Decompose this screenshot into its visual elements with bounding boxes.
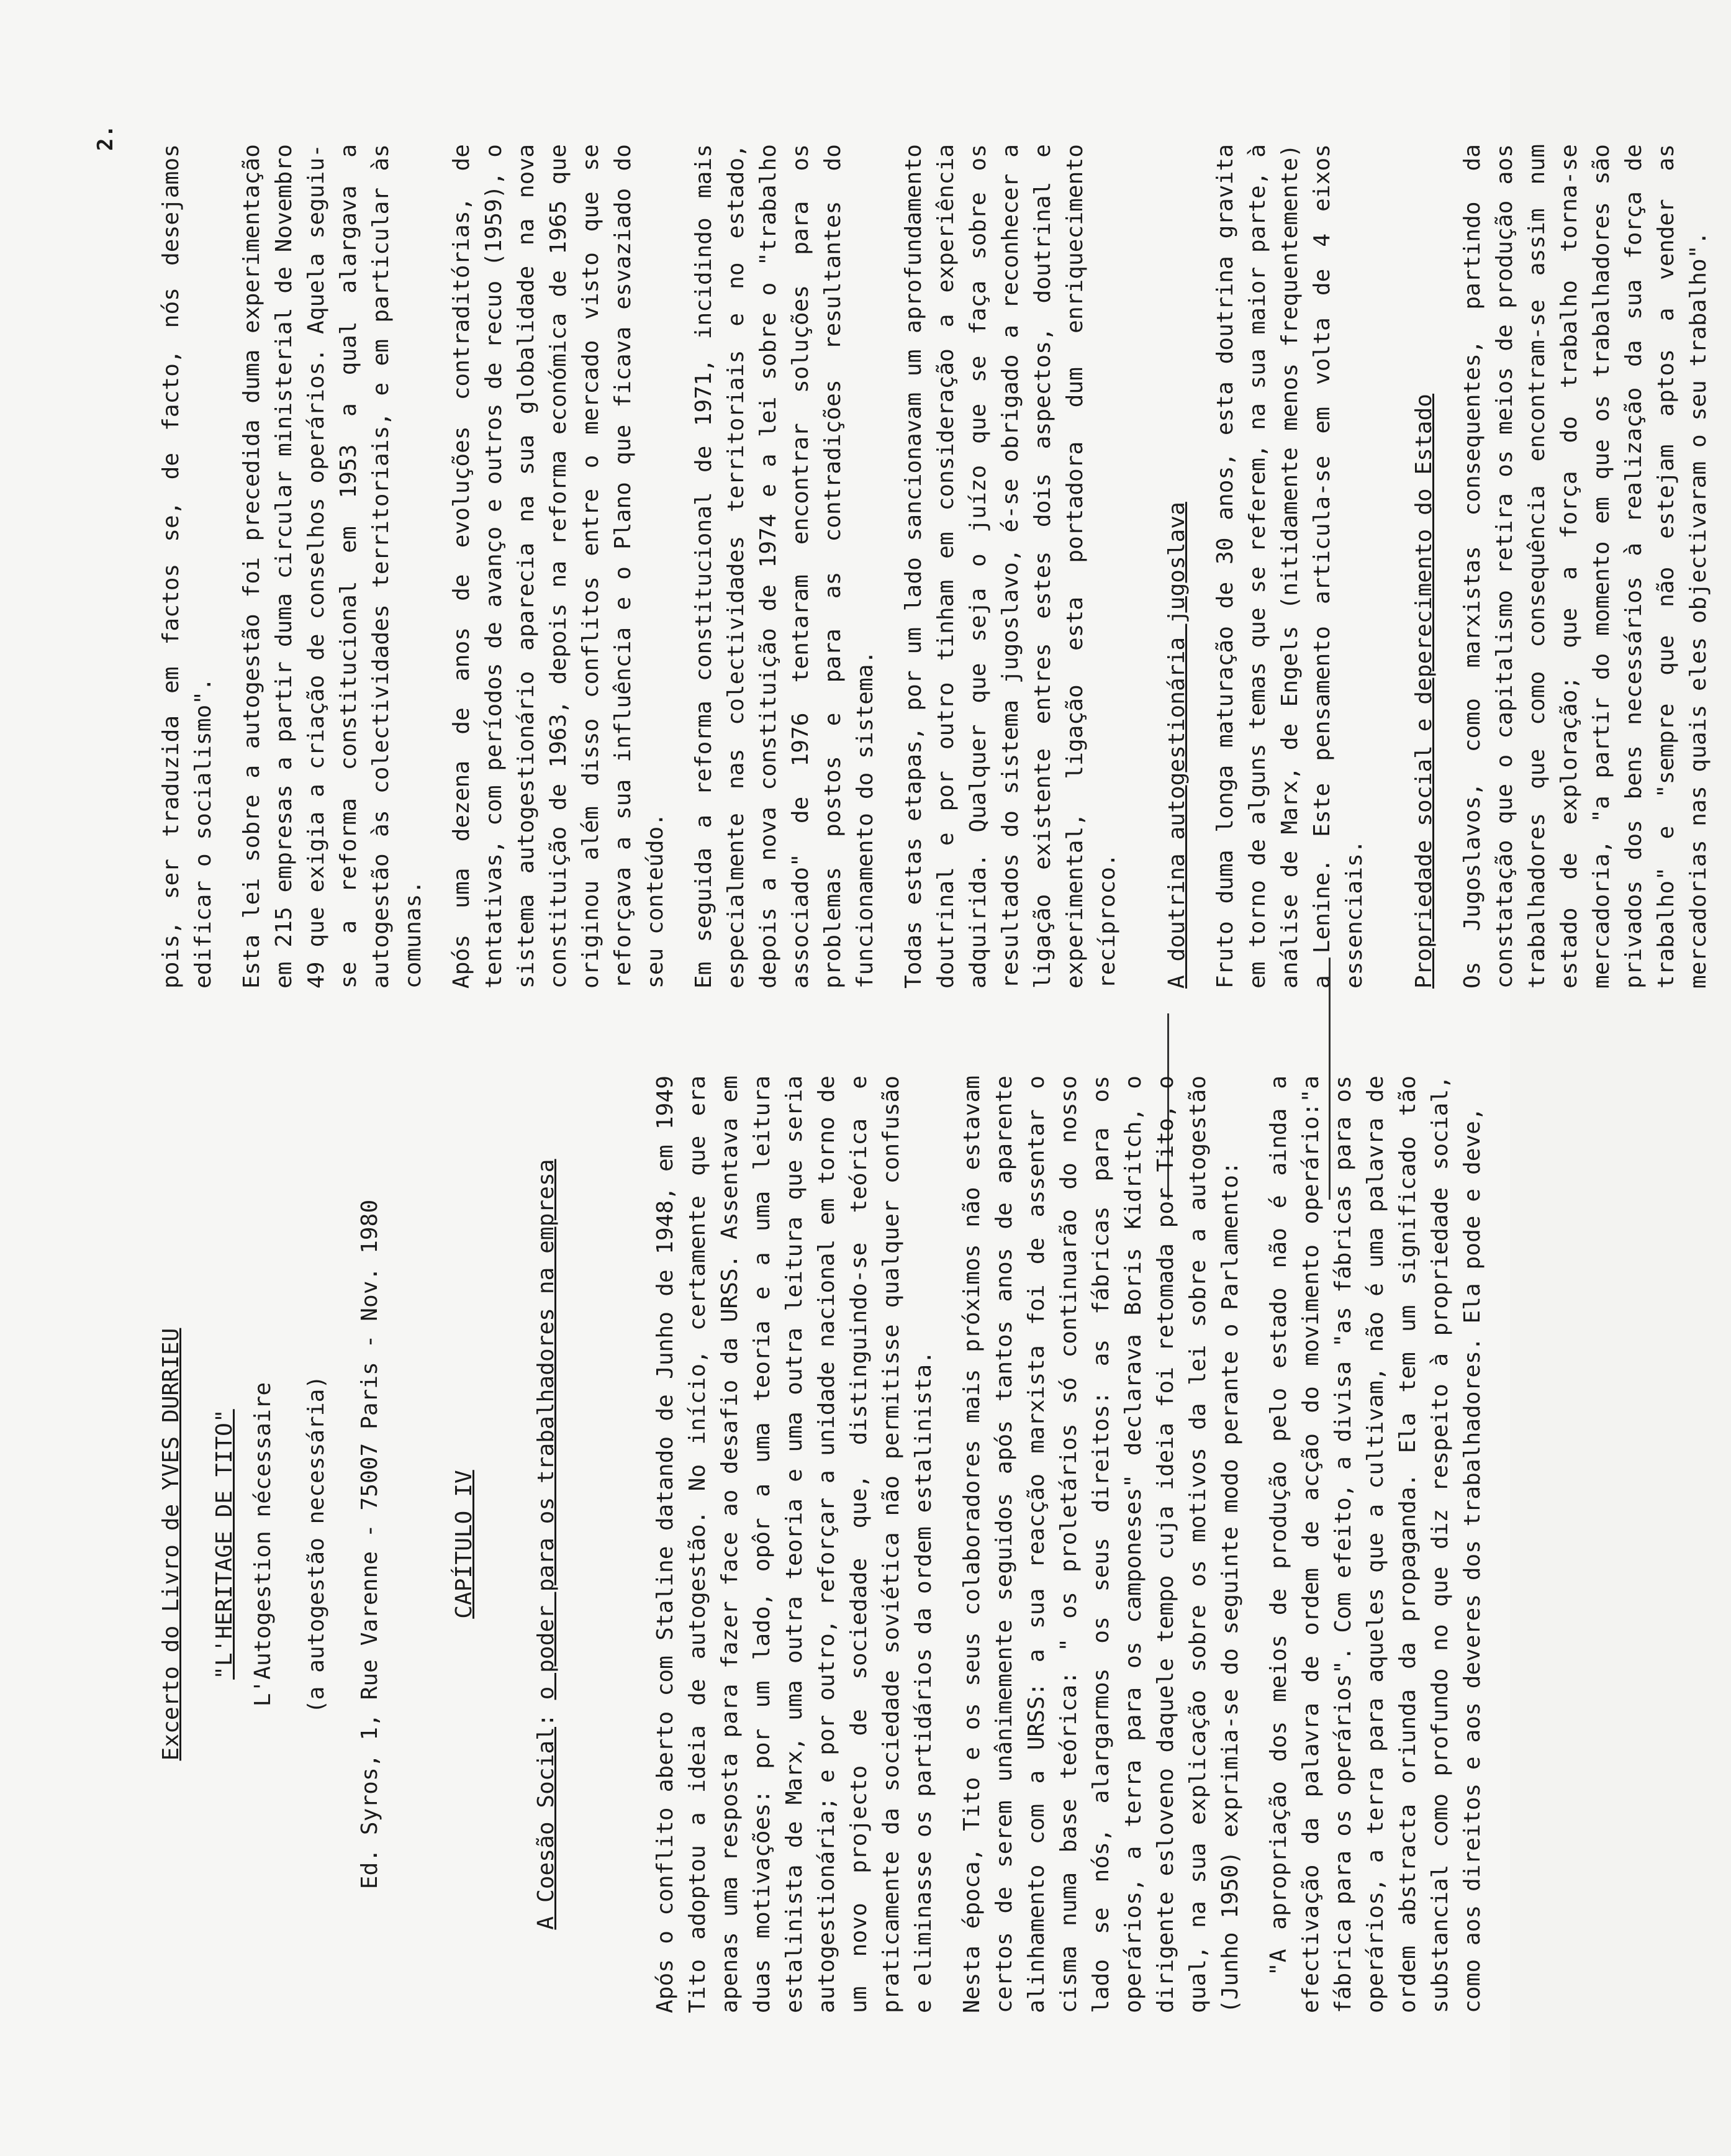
book-title: "L'HERITAGE DE TITO" xyxy=(212,1409,237,1680)
property-paragraph: Os Jugoslavos, como marxistas consequentes, partindo da constatação que o capitalismo retira os meios de produção aos trabalhadores que como consequência encontram-se assim num estado de exploração; que a força do trabalho torna-se mercadoria, "a partir do momento em que os trabalhadores são privados dos bens necessários à realização da sua força de trabalho" e "sempre que não estejam aptos a vender as mercadorias nas quais eles objectivaram o seu trabalho". xyxy=(1460,144,1711,989)
right-paragraph-5: Todas estas etapas, por um lado sancionavam um aprofundamento doutrinal e por outro tinham em consideração a experiência adquirida. Qualquer que seja o juízo que se faça sobre os resultados do sistema jugoslavo, é-se obrigado a reconhecer a ligação existente entres estes dois aspectos, doutrinal e experimental, ligação esta portadora dum enriquecimento recíproco. xyxy=(901,144,1120,989)
front-matter xyxy=(155,1076,386,2013)
subtitle-translation: (a autogestão necessária) xyxy=(304,1375,329,1714)
left-paragraph-1: Após o conflito aberto com Staline datando de Junho de 1948, em 1949 Tito adoptou a ideia de autogestão. No início, certamente que era apenas uma resposta para fazer face ao desafio da URSS. Assentava em duas motivações: por um lado, opôr a uma teoria e a uma leitura estalinista de Marx, uma outra teoria e uma outra leitura que seria autogestionária; e por outro, reforçar a unidade nacional em torno de um novo projecto de sociedade que, distinguindo-se teórica e praticamente da sociedade soviética não permitisse qualquer confusão e eliminasse os partidários da ordem estalinista. xyxy=(653,1076,936,2013)
property-heading: Propriedade social e deperecimento do Estado xyxy=(1411,393,1437,989)
right-paragraph-2: Esta lei sobre a autogestão foi precedida duma experimentação em 215 empresas a partir duma circular ministerial de Novembro 49 que exigia a criação de conselhos operários. Aquela seguiu-se a reforma constitucional em 1953 a qual alargava a autogestão às colectividades territoriais, e em particular às comunas. xyxy=(239,144,426,989)
right-paragraph-4: Em seguida a reforma constitucional de 1971, incidindo mais especialmente nas colectividades territoriais e no estado, depois a nova constituição de 1974 e a lei sobre o "trabalho associado" de 1976 tentaram encontrar soluções para os problemas postos e para as contradições resultantes do funcionamento do sistema. xyxy=(691,144,878,989)
chapter-heading: CAPÍTULO IV xyxy=(451,1470,477,1619)
excerpt-line: Excerto do Livro de YVES DURRIEU xyxy=(158,1328,184,1761)
section-title-part-a: A Coesão Social xyxy=(533,1726,559,1930)
left-paragraph-2: Nesta época, Tito e os seus colaboradores mais próximos não estavam certos de serem unânimemente seguidos após tantos anos de aparente alinhamento com a URSS: a sua reacção marxista foi de assentar o cisma numa base teórica: " os proletários só continuarão do nosso lado se nós, alargarmos os seus direitos: as fábricas para os operários, a terra para os camponeses" declarava Boris Kidritch, o dirigente esloveno daquele tempo cuja ideia foi retomada por Tito, o qual, na sua explicação sobre os motivos da lei sobre a autogestão (Junho 1950) exprimia-se do seguinte modo perante o Parlamento: xyxy=(959,1076,1243,2013)
section-title xyxy=(530,1076,563,2013)
publisher-line: Ed. Syros, 1, Rue Varenne - 75007 Paris - Nov. 1980 xyxy=(357,1199,382,1890)
left-paragraph-quote: "A apropriação dos meios de produção pelo estado não é ainda a efectivação da palavra de ordem de acção do movimento operário:"a fábrica para os operários". Com efeito, a divisa "as fábricas para os operários, a terra para aqueles que a cultivam, não é uma palavra de ordem abstracta oriunda da propaganda. Ela tem um significado tão substancial como profundo no que diz respeito à propriedade social, como aos direitos e aos deveres dos trabalhadores. Ela pode e deve, xyxy=(1266,1076,1485,2013)
right-paragraph-1: pois, ser traduzida em factos se, de facto, nós desejamos edificar o socialismo". xyxy=(158,144,216,989)
doctrine-heading: A doutrina autogestionária jugoslava xyxy=(1164,502,1190,989)
right-column xyxy=(155,144,1731,989)
section-title-separator: : xyxy=(533,1700,559,1727)
page-number: 2. xyxy=(93,124,118,151)
section-title-part-b: o poder para os trabalhadores na empresa xyxy=(533,1159,559,1700)
doctrine-paragraph: Fruto duma longa maturação de 30 anos, esta doutrina gravita em torno de alguns temas que se referem, na sua maior parte, à análise de Marx, de Engels (nitidamente menos frequentemente) a Lenine. Este pensamento articula-se em volta de 4 eixos essenciais. xyxy=(1213,144,1367,989)
book-subtitle: L'Autogestion nécessaire xyxy=(250,1382,276,1707)
left-column xyxy=(155,1076,1505,2013)
right-paragraph-3: Após uma dezena de anos de evoluções contraditórias, de tentativas, com períodos de avanço e outros de recuo (1959), o sistema autogestionário aparecia na sua globalidade na nova constituição de 1963, depois na reforma económica de 1965 que originou além disso conflitos entre o mercado visto que se reforçava a sua influência e o Plano que ficava esvaziado do seu conteúdo. xyxy=(449,144,668,989)
